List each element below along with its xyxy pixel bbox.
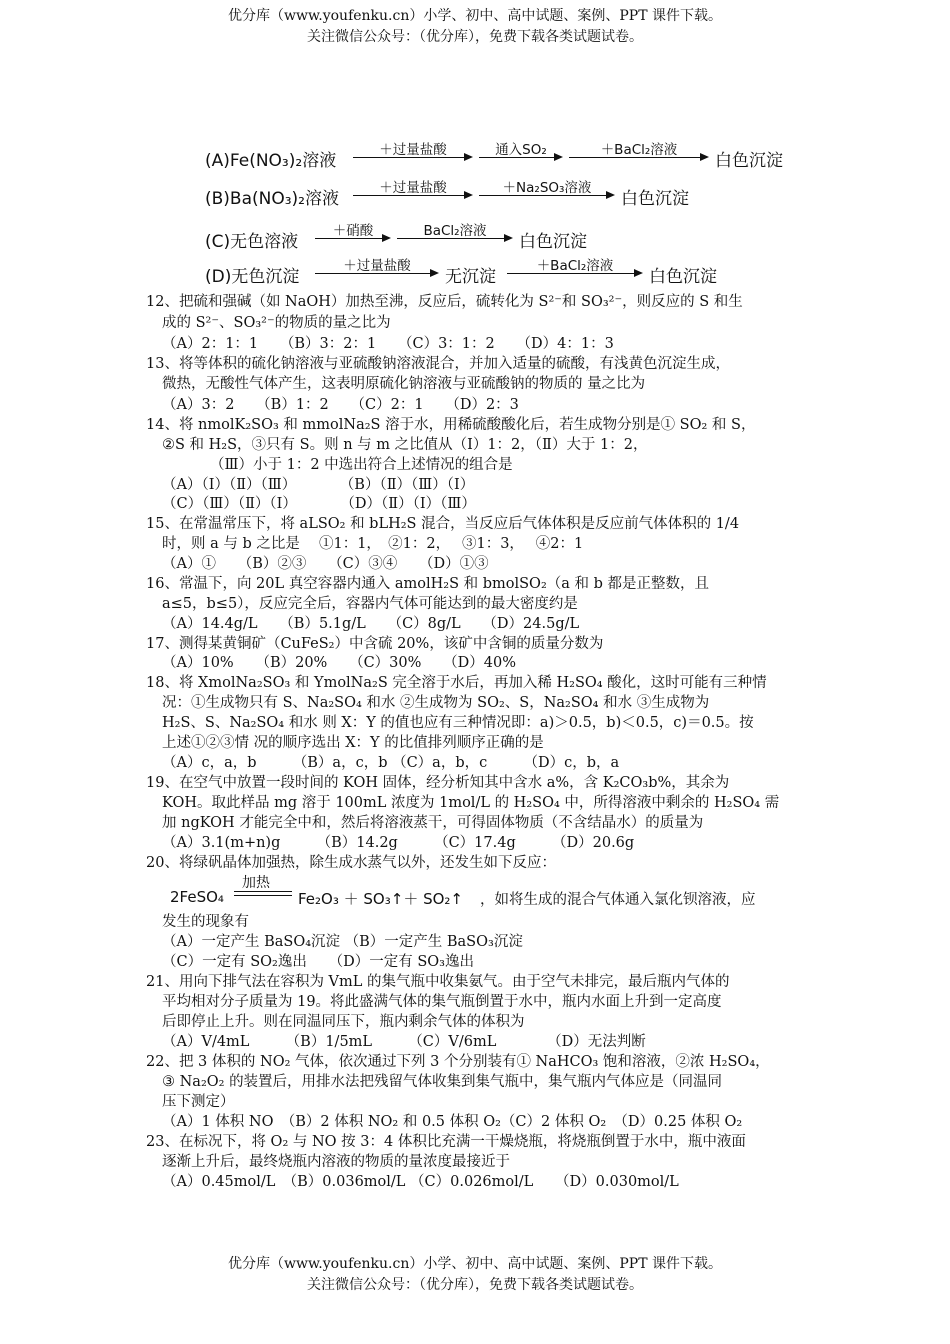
reaction-b bbox=[205, 176, 725, 212]
q20-eq-line-1 bbox=[234, 891, 292, 892]
q15-line-2: 时，则 a 与 b 之比是 ①1：1， ②1：2， ③1：3， ④2：1 bbox=[162, 536, 584, 552]
q13-line-2: 微热，无酸性气体产生，这表明原硫化钠溶液与亚硫酸钠的物质的 量之比为 bbox=[162, 376, 646, 392]
q20-eq-tail: ，如将生成的混合气体通入氯化钡溶液，应 bbox=[480, 892, 756, 908]
reaction-a bbox=[205, 138, 805, 174]
reaction-a-arrow-1: ＋过量盐酸 bbox=[353, 138, 473, 174]
reaction-d-arrow-1: ＋过量盐酸 bbox=[315, 254, 439, 290]
footer-line-2: 关注微信公众号：（优分库），免费下载各类试题试卷。 bbox=[307, 1277, 643, 1293]
q21-line-1: 21、用向下排气法在容积为 VmL 的集气瓶中收集氨气。由于空气未排完，最后瓶内气体的 bbox=[146, 974, 730, 990]
q14-options-1: （A）（Ⅰ）（Ⅱ）（Ⅲ） （B）（Ⅱ）（Ⅲ）（Ⅰ） bbox=[162, 477, 475, 493]
reaction-b-arrow-2: ＋Na₂SO₃溶液 bbox=[479, 176, 615, 212]
reaction-c-arrow-2: BaCl₂溶液 bbox=[397, 219, 513, 255]
q19-line-1: 19、在空气中放置一段时间的 KOH 固体，经分析知其中含水 a%，含 K₂CO₃b%，其余为 bbox=[146, 775, 730, 791]
q23-line-2: 逐渐上升后，最终烧瓶内溶液的物质的量浓度最接近于 bbox=[162, 1154, 510, 1170]
q20-options-1: （A）一定产生 BaSO₄沉淀 （B）一定产生 BaSO₃沉淀 bbox=[162, 934, 523, 950]
reaction-d-end: 白色沉淀 bbox=[649, 267, 717, 287]
q18-line-4: 上述①②③情 况的顺序选出 X：Y 的比值排列顺序正确的是 bbox=[162, 735, 544, 751]
q21-line-3: 后即停止上升。则在同温同压下，瓶内剩余气体的体积为 bbox=[162, 1014, 525, 1030]
q20-line-1: 20、将绿矾晶体加强热，除生成水蒸气以外，还发生如下反应： bbox=[146, 855, 556, 871]
q21-line-2: 平均相对分子质量为 19。将此盛满气体的集气瓶倒置于水中，瓶内水面上升到一定高度 bbox=[162, 994, 722, 1010]
q19-options: （A）3.1(m+n)g （B）14.2g （C）17.4g （D）20.6g bbox=[162, 835, 635, 851]
page-footer bbox=[0, 1254, 950, 1296]
q13-line-1: 13、将等体积的硫化钠溶液与亚硫酸钠溶液混合，并加入适量的硫酸，有浅黄色沉淀生成， bbox=[146, 356, 730, 372]
header-line-2: 关注微信公众号：（优分库），免费下载各类试题试卷。 bbox=[307, 29, 643, 45]
q20-line-2: 发生的现象有 bbox=[162, 914, 249, 930]
reaction-d bbox=[205, 254, 745, 290]
q14-line-1: 14、将 nmolK₂SO₃ 和 mmolNa₂S 溶于水，用稀硫酸酸化后，若生成物分别是① SO₂ 和 S， bbox=[146, 417, 756, 433]
reaction-a-arrow-3: ＋BaCl₂溶液 bbox=[569, 138, 709, 174]
reaction-a-arrow-2: 通入SO₂ bbox=[479, 138, 563, 174]
footer-line-1: 优分库（www.youfenku.cn）小学、初中、高中试题、案例、PPT 课件下载。 bbox=[227, 1256, 722, 1272]
q12-line-2: 成的 S²⁻、SO₃²⁻的物质的量之比为 bbox=[162, 315, 391, 331]
q14-line-2: ②S 和 H₂S，③只有 S。则 n 与 m 之比值从（Ⅰ）1：2，（Ⅱ）大于 1：2， bbox=[162, 437, 648, 453]
q17-line-1: 17、测得某黄铜矿（CuFeS₂）中含硫 20%，该矿中含铜的质量分数为 bbox=[146, 636, 604, 652]
q19-line-3: 加 ngKOH 才能完全中和，然后将溶液蒸干，可得固体物质（不含结晶水）的质量为 bbox=[162, 815, 704, 831]
reaction-b-start: (B)Ba(NO₃)₂溶液 bbox=[205, 189, 339, 209]
q22-options: （A）1 体积 NO （B）2 体积 NO₂ 和 0.5 体积 O₂（C）2 体积 O₂ （D）0.25 体积 O₂ bbox=[162, 1114, 743, 1130]
reaction-d-mid: 无沉淀 bbox=[445, 267, 496, 287]
reaction-c-arrow-1: ＋硝酸 bbox=[315, 219, 391, 255]
q16-options: （A）14.4g/L （B）5.1g/L （C）8g/L （D）24.5g/L bbox=[162, 616, 580, 632]
q14-line-3: （Ⅲ）小于 1：2 中选出符合上述情况的组合是 bbox=[210, 457, 513, 473]
q20-eq-condition: 加热 bbox=[242, 875, 270, 891]
reaction-d-start: (D)无色沉淀 bbox=[205, 267, 300, 287]
q18-line-2: 况：①生成物只有 S、Na₂SO₄ 和水 ②生成物为 SO₂、S，Na₂SO₄ 和水 ③生成物为 bbox=[162, 695, 710, 711]
header-line-1: 优分库（www.youfenku.cn）小学、初中、高中试题、案例、PPT 课件下载。 bbox=[227, 8, 722, 24]
q20-eq-line-2 bbox=[234, 895, 292, 896]
reaction-c bbox=[205, 219, 625, 255]
q15-line-1: 15、在常温常压下，将 aLSO₂ 和 bLH₂S 混合，当反应后气体体积是反应前气体体积的 1/4 bbox=[146, 516, 740, 532]
q12-line-1: 12、把硫和强碱（如 NaOH）加热至沸，反应后，硫转化为 S²⁻和 SO₃²⁻，则反应的 S 和生 bbox=[146, 294, 743, 310]
q23-options: （A）0.45mol/L （B）0.036mol/L （C）0.026mol/L （D）0.030mol/L bbox=[162, 1174, 679, 1190]
reaction-a-start: (A)Fe(NO₃)₂溶液 bbox=[205, 151, 337, 171]
q18-line-1: 18、将 XmolNa₂SO₃ 和 YmolNa₂S 完全溶于水后，再加入稀 H₂SO₄ 酸化，这时可能有三种情 bbox=[146, 675, 767, 691]
q20-eq-right: Fe₂O₃ ＋ SO₃↑＋ SO₂↑ bbox=[298, 890, 463, 908]
q23-line-1: 23、在标况下，将 O₂ 与 NO 按 3：4 体积比充满一干燥烧瓶，将烧瓶倒置于水中，瓶中液面 bbox=[146, 1134, 746, 1150]
q12-options: （A）2：1：1 （B）3：2：1 （C）3：1：2 （D）4：1：3 bbox=[162, 336, 614, 352]
q18-options: （A）c，a，b （B）a，c，b （C）a，b，c （D）c，b，a bbox=[162, 755, 620, 771]
reaction-b-arrow-1: ＋过量盐酸 bbox=[353, 176, 473, 212]
q22-line-2: ③ Na₂O₂ 的装置后，用排水法把残留气体收集到集气瓶中，集气瓶内气体应是（同温同 bbox=[162, 1074, 723, 1090]
q16-line-2: a≤5，b≤5），反应完全后，容器内气体可能达到的最大密度约是 bbox=[162, 596, 578, 612]
q14-options-2: （C）（Ⅲ）（Ⅱ）（Ⅰ） （D）（Ⅱ）（Ⅰ）（Ⅲ） bbox=[162, 496, 476, 512]
q22-line-1: 22、把 3 体积的 NO₂ 气体，依次通过下列 3 个分别装有① NaHCO₃ 饱和溶液，②浓 H₂SO₄， bbox=[146, 1054, 770, 1070]
q21-options: （A）V/4mL （B）1/5mL （C）V/6mL （D）无法判断 bbox=[162, 1034, 646, 1050]
q16-line-1: 16、常温下，向 20L 真空容器内通入 amolH₂S 和 bmolSO₂（a 和 b 都是正整数，且 bbox=[146, 576, 710, 592]
q20-eq-left: 2FeSO₄ bbox=[170, 888, 224, 906]
q18-line-3: H₂S、S、Na₂SO₄ 和水 则 X：Y 的值也应有三种情况即：a)＞0.5，b)＜0.5，c)＝0.5。按 bbox=[162, 715, 754, 731]
reaction-c-start: (C)无色溶液 bbox=[205, 232, 299, 252]
q15-options: （A）① （B）②③ （C）③④ （D）①③ bbox=[162, 556, 489, 572]
reaction-c-end: 白色沉淀 bbox=[519, 232, 587, 252]
reaction-b-end: 白色沉淀 bbox=[621, 189, 689, 209]
reaction-a-end: 白色沉淀 bbox=[715, 151, 783, 171]
q20-options-2: （C）一定有 SO₂逸出 （D）一定有 SO₃逸出 bbox=[162, 954, 474, 970]
reaction-d-arrow-2: ＋BaCl₂溶液 bbox=[507, 254, 643, 290]
q13-options: （A）3：2 （B）1：2 （C）2：1 （D）2：3 bbox=[162, 397, 519, 413]
page-header bbox=[0, 6, 950, 48]
q17-options: （A）10% （B）20% （C）30% （D）40% bbox=[162, 655, 517, 671]
q19-line-2: KOH。取此样品 mg 溶于 100mL 浓度为 1mol/L 的 H₂SO₄ 中，所得溶液中剩余的 H₂SO₄ 需 bbox=[162, 795, 780, 811]
q22-line-3: 压下测定） bbox=[162, 1094, 235, 1110]
